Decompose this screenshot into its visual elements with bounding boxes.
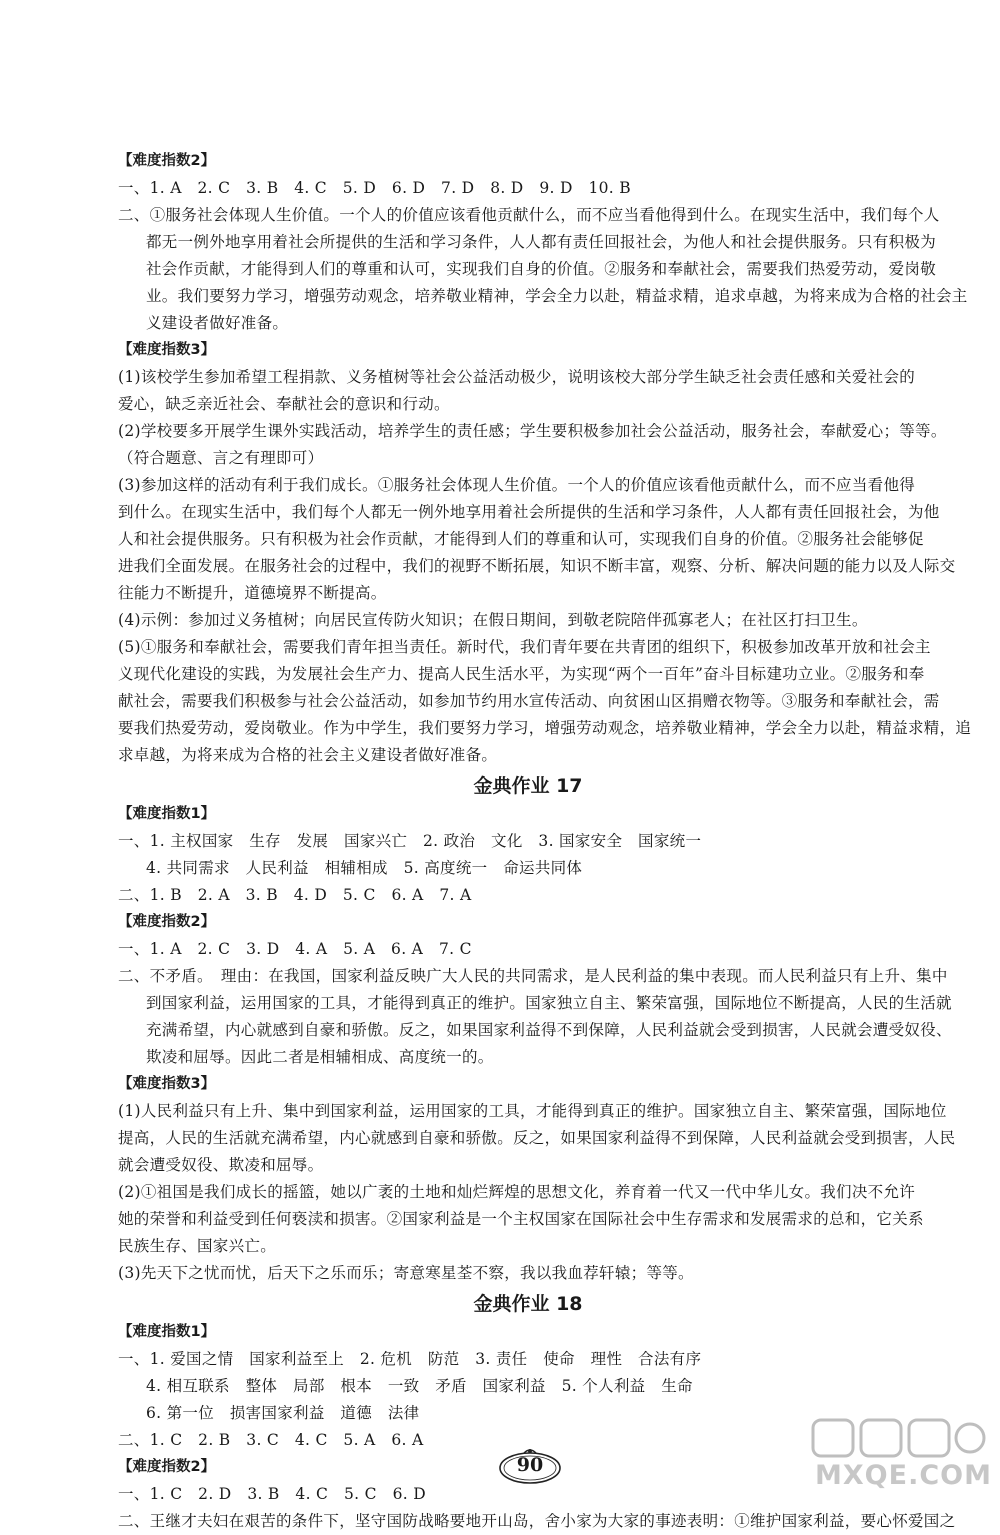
answer-line: 一、1. A 2. C 3. B 4. C 5. D 6. D 7. D 8. D 9. D 10. B <box>118 179 631 197</box>
answer-line: 二、不矛盾。 理由：在我国，国家利益反映广大人民的共同需求，是人民利益的集中表现。而人民利益只有上升、集中 <box>118 967 948 985</box>
answer-line: (5)①服务和奉献社会，需要我们青年担当责任。新时代，我们青年要在共青团的组织下，积极参加改革开放和社会主 <box>118 638 931 656</box>
answer-line: 业。我们要努力学习，增强劳动观念，培养敬业精神，学会全力以赴，精益求精，追求卓越，为将来成为合格的社会主 <box>146 287 968 305</box>
answer-line: 一、1. 爱国之情 国家利益至上 2. 危机 防范 3. 责任 使命 理性 合法有序 <box>118 1350 702 1368</box>
answer-line: 人和社会提供服务。只有积极为社会作贡献，才能得到人们的尊重和认可，实现我们自身的价值。②服务社会能够促 <box>118 530 924 548</box>
page-number-badge <box>497 1447 563 1487</box>
answer-line: （符合题意、言之有理即可） <box>118 449 324 467</box>
answer-line: 义现代化建设的实践，为发展社会生产力、提高人民生活水平，为实现“两个一百年”奋斗目标建功立业。②服务和奉 <box>118 665 925 683</box>
difficulty-heading: 【难度指数3】 <box>118 1076 216 1092</box>
answer-line: 欺凌和屈辱。因此二者是相辅相成、高度统一的。 <box>146 1048 494 1066</box>
answer-line: 6. 第一位 损害国家利益 道德 法律 <box>146 1404 420 1422</box>
difficulty-heading: 【难度指数2】 <box>118 914 216 930</box>
answer-line: 要我们热爱劳动，爱岗敬业。作为中学生，我们要努力学习，增强劳动观念，培养敬业精神，学会全力以赴，精益求精，追 <box>118 719 972 737</box>
difficulty-heading: 【难度指数2】 <box>118 153 216 169</box>
answer-line: 一、1. 主权国家 生存 发展 国家兴亡 2. 政治 文化 3. 国家安全 国家统一 <box>118 832 702 850</box>
answer-line: 就会遭受奴役、欺凌和屈辱。 <box>118 1156 324 1174</box>
answer-line: 民族生存、国家兴亡。 <box>118 1237 277 1255</box>
answer-line: 一、1. C 2. D 3. B 4. C 5. C 6. D <box>118 1485 426 1503</box>
answer-line: 4. 共同需求 人民利益 相辅相成 5. 高度统一 命运共同体 <box>146 859 583 877</box>
answer-line: 社会作贡献，才能得到人们的尊重和认可，实现我们自身的价值。②服务和奉献社会，需要我们热爱劳动，爱岗敬 <box>146 260 937 278</box>
answer-line: 一、1. A 2. C 3. D 4. A 5. A 6. A 7. C <box>118 940 472 958</box>
answer-line: 到国家利益，运用国家的工具，才能得到真正的维护。国家独立自主、繁荣富强，国际地位不断提高，人民的生活就 <box>146 994 952 1012</box>
answer-line: (3)先天下之忧而忧，后天下之乐而乐；寄意寒星荃不察，我以我血荐轩辕；等等。 <box>118 1264 694 1282</box>
answer-line: (2)学校要多开展学生课外实践活动，培养学生的责任感；学生要积极参加社会公益活动，服务社会，奉献爱心；等等。 <box>118 422 947 440</box>
answer-line: 义建设者做好准备。 <box>146 314 289 332</box>
answer-line: (3)参加这样的活动有利于我们成长。①服务社会体现人生价值。一个人的价值应该看他贡献什么，而不应当看他得 <box>118 476 916 494</box>
answer-line: 献社会，需要我们积极参与社会公益活动，如参加节约用水宣传活动、向贫困山区捐赠衣物等。③服务和奉献社会，需 <box>118 692 940 710</box>
page-number: 90 <box>516 1454 544 1476</box>
answer-line: 求卓越，为将来成为合格的社会主义建设者做好准备。 <box>118 746 498 764</box>
answer-line: 4. 相互联系 整体 局部 根本 一致 矛盾 国家利益 5. 个人利益 生命 <box>146 1377 693 1395</box>
answer-line: 往能力不断提升，道德境界不断提高。 <box>118 584 387 602</box>
section-title: 金典作业 17 <box>473 775 583 797</box>
difficulty-heading: 【难度指数2】 <box>118 1459 216 1475</box>
answer-line: 二、1. B 2. A 3. B 4. D 5. C 6. A 7. A <box>118 886 472 904</box>
answer-line: (1)人民利益只有上升、集中到国家利益，运用国家的工具，才能得到真正的维护。国家独立自主、繁荣富强，国际地位 <box>118 1102 947 1120</box>
answer-line: 二、王继才夫妇在艰苦的条件下，坚守国防战略要地开山岛，舍小家为大家的事迹表明：①维护国家利益，要心怀爱国之 <box>118 1512 956 1530</box>
section-title: 金典作业 18 <box>473 1293 583 1315</box>
answer-line: 进我们全面发展。在服务社会的过程中，我们的视野不断拓展，知识不断丰富，观察、分析、解决问题的能力以及人际交 <box>118 557 956 575</box>
answer-page <box>118 148 972 1535</box>
answer-line: 到什么。在现实生活中，我们每个人都无一例外地享用着社会所提供的生活和学习条件，人人都有责任回报社会，为他 <box>118 503 940 521</box>
answer-line: (1)该校学生参加希望工程捐款、义务植树等社会公益活动极少，说明该校大部分学生缺乏社会责任感和关爱社会的 <box>118 368 916 386</box>
difficulty-heading: 【难度指数3】 <box>118 342 216 358</box>
watermark-text: MXQE.COM <box>815 1460 992 1491</box>
difficulty-heading: 【难度指数1】 <box>118 806 216 822</box>
answer-line: 提高，人民的生活就充满希望，内心就感到自豪和骄傲。反之，如果国家利益得不到保障，人民利益就会受到损害，人民 <box>118 1129 956 1147</box>
answer-line: (2)①祖国是我们成长的摇篮，她以广袤的土地和灿烂辉煌的思想文化，养育着一代又一代中华儿女。我们决不允许 <box>118 1183 916 1201</box>
answer-line: 爱心，缺乏亲近社会、奉献社会的意识和行动。 <box>118 395 450 413</box>
answer-line: 她的荣誉和利益受到任何亵渎和损害。②国家利益是一个主权国家在国际社会中生存需求和发展需求的总和，它关系 <box>118 1210 924 1228</box>
answer-line: 充满希望，内心就感到自豪和骄傲。反之，如果国家利益得不到保障，人民利益就会受到损害，人民就会遭受奴役、 <box>146 1021 952 1039</box>
answer-line: 二、1. C 2. B 3. C 4. C 5. A 6. A <box>118 1431 424 1449</box>
watermark <box>805 1414 995 1494</box>
answer-line: 都无一例外地享用着社会所提供的生活和学习条件，人人都有责任回报社会，为他人和社会提供服务。只有积极为 <box>146 233 937 251</box>
difficulty-heading: 【难度指数1】 <box>118 1324 216 1340</box>
watermark-logo-icon <box>805 1414 995 1464</box>
answer-line: 二、①服务社会体现人生价值。一个人的价值应该看他贡献什么，而不应当看他得到什么。在现实生活中，我们每个人 <box>118 206 940 224</box>
answer-line: (4)示例：参加过义务植树；向居民宣传防火知识；在假日期间，到敬老院陪伴孤寡老人；在社区打扫卫生。 <box>118 611 868 629</box>
